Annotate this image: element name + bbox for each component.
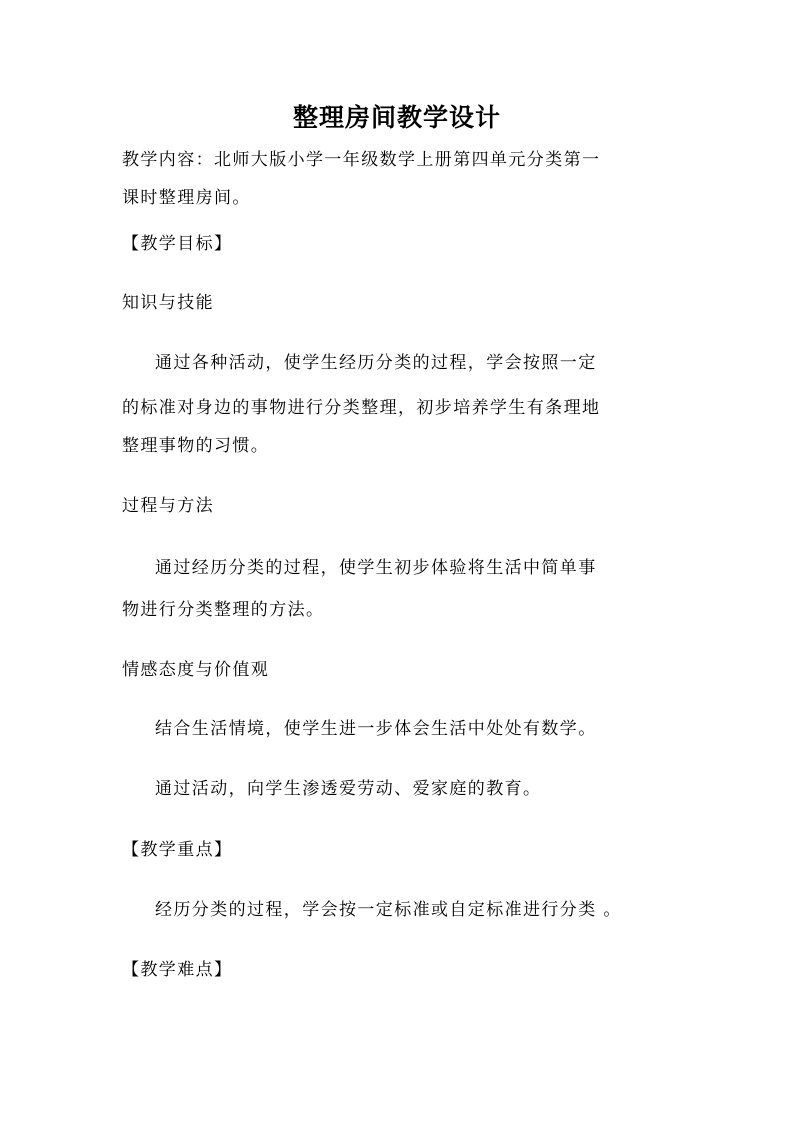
paragraph-line: 通过各种活动，使学生经历分类的过程，学会按照一定 [155, 353, 597, 373]
paragraph-line: 通过活动，向学生渗透爱劳动、爱家庭的教育。 [155, 779, 542, 799]
subheading-process-method: 过程与方法 [122, 496, 214, 516]
paragraph-line: 结合生活情境，使学生进一步体会生活中处处有数学。 [155, 719, 597, 739]
paragraph-line: 的标准对身边的事物进行分类整理，初步培养学生有条理地 [122, 398, 601, 418]
content-line: 教学内容：北师大版小学一年级数学上册第四单元分类第一 [122, 150, 601, 170]
paragraph-line: 物进行分类整理的方法。 [122, 600, 325, 620]
section-heading-objectives: 【教学目标】 [122, 234, 233, 254]
document-title: 整理房间教学设计 [292, 103, 501, 132]
paragraph-line: 经历分类的过程，学会按一定标准或自定标准进行分类 。 [155, 900, 622, 920]
content-line: 课时整理房间。 [122, 188, 251, 208]
subheading-emotion-values: 情感态度与价值观 [122, 660, 270, 680]
subheading-knowledge-skills: 知识与技能 [122, 293, 214, 313]
paragraph-line: 通过经历分类的过程，使学生初步体验将生活中简单事 [155, 558, 597, 578]
section-heading-difficulties: 【教学难点】 [122, 960, 233, 980]
paragraph-line: 整理事物的习惯。 [122, 436, 270, 456]
section-heading-key-points: 【教学重点】 [122, 840, 233, 860]
